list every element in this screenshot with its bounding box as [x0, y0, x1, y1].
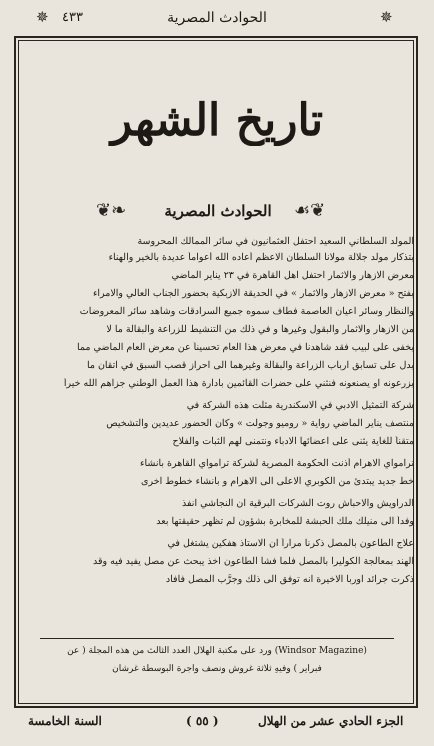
star-ornament-icon: ✵ — [36, 8, 49, 26]
text-line: من الازهار والاثمار والبقول وغيرها و في ذلك من التنشيط للزراعة والبقالة ما لا — [106, 324, 414, 335]
footer-volume: السنة الخامسة — [28, 714, 102, 728]
scroll-ornament-icon: ☙❦ — [294, 200, 326, 221]
text-line: الدراويش والاحباش روت الشركات البرقية ان النجاشي انفذ — [182, 498, 414, 509]
footer-issue: الجزء الحادي عشر من الهلال — [258, 714, 404, 728]
section-title: الحوادث المصرية — [164, 202, 272, 220]
text-line: يزرعونه او يصنعونه فنثني على حضرات القائمين بادارة هذا العمل الوطني جزاهم الله خيراً — [63, 378, 414, 389]
text-line: متقناً للغاية يثنى على اعضائها الادباء ونتمنى لهم الثبات والفلاح — [172, 436, 414, 447]
page-number: ٤٣٣ — [62, 10, 83, 25]
text-line: معرض الازهار والاثمار احتفل اهل القاهرة في ٢٣ يناير الماضي — [171, 270, 414, 281]
text-line: علاج الطاعون بالمصل ذكرنا مراراً ان الاستاذ هفكين يشتغل في — [167, 538, 414, 549]
text-line: ترامواي الاهرام أذنت الحكومة المصرية لشركة ترامواي القاهرة بانشاء — [140, 458, 414, 469]
text-line: الهند بمعالجة الكوليرا بالمصل فلما فشا الطاعون اخذ يبحث عن مصل يفيد فيه وقد — [92, 556, 414, 567]
text-line: يخفى على لبيب فقد شاهدنا في معرض هذا العام تحسيناً عن معرض العام الماضي مما — [76, 342, 414, 353]
text-line: بتذكار مولد جلالة مولانا السلطان الاعظم أعاده الله أعواماً عديدة بالخير والهناء — [108, 252, 414, 263]
text-line: خط جديد يبتدئ من الكوبري الاعلى الى الاهرام و بانشاء خطوط اخرى — [141, 476, 414, 487]
text-line: يدل على تسابق ارباب الزراعة والبقالة وغيرهما الى احراز قصب السبق في اتقان ما — [86, 360, 414, 371]
star-ornament-icon: ✵ — [380, 8, 393, 26]
text-line: بفتح « معرض الازهار والاثمار » في الحديقة الازبكية بحضور الجناب العالي والامراء — [92, 288, 414, 299]
running-header: الحوادث المصرية — [167, 10, 267, 26]
footnote-rule — [40, 638, 394, 639]
text-line: شركة التمثيل الادبي في الاسكندرية مثلت هذه الشركة في — [186, 400, 414, 411]
text-line: وفداً الى منيلك ملك الحبشة للمخابرة بشؤون لم تظهر حقيقتها بعد — [156, 516, 414, 527]
scroll-ornament-icon: ❦❧ — [96, 200, 127, 221]
footnote-line: فبراير ) وفيهِ ثلاثة غروش ونصف واجرة البوسطة غرشان — [112, 664, 322, 674]
main-title: تاريخ الشهر — [110, 95, 324, 146]
text-line: ذكرت جرائد اوربا الاخيرة انه توفق الى ذلك وجرَّب المصل فافاد — [165, 574, 414, 585]
text-line: والنظار وسائر اعيان العاصمة فطاف سموه جميع السرادقات وشاهد سائر المعروضات — [79, 306, 414, 317]
text-line: المولد السلطاني السعيد احتفل العثمانيون في سائر الممالك المحروسة — [137, 236, 414, 247]
footnote-line: (Windsor Magazine) ورد على مكتبة الهلال العدد الثالث من هذه المجلة ( عن — [67, 646, 367, 656]
footer-page-number: ( ٥٥ ) — [186, 714, 219, 728]
text-line: منتصف يناير الماضي رواية « روميو وجولت » وكان الحضور عديدين والتشخيص — [106, 418, 414, 429]
